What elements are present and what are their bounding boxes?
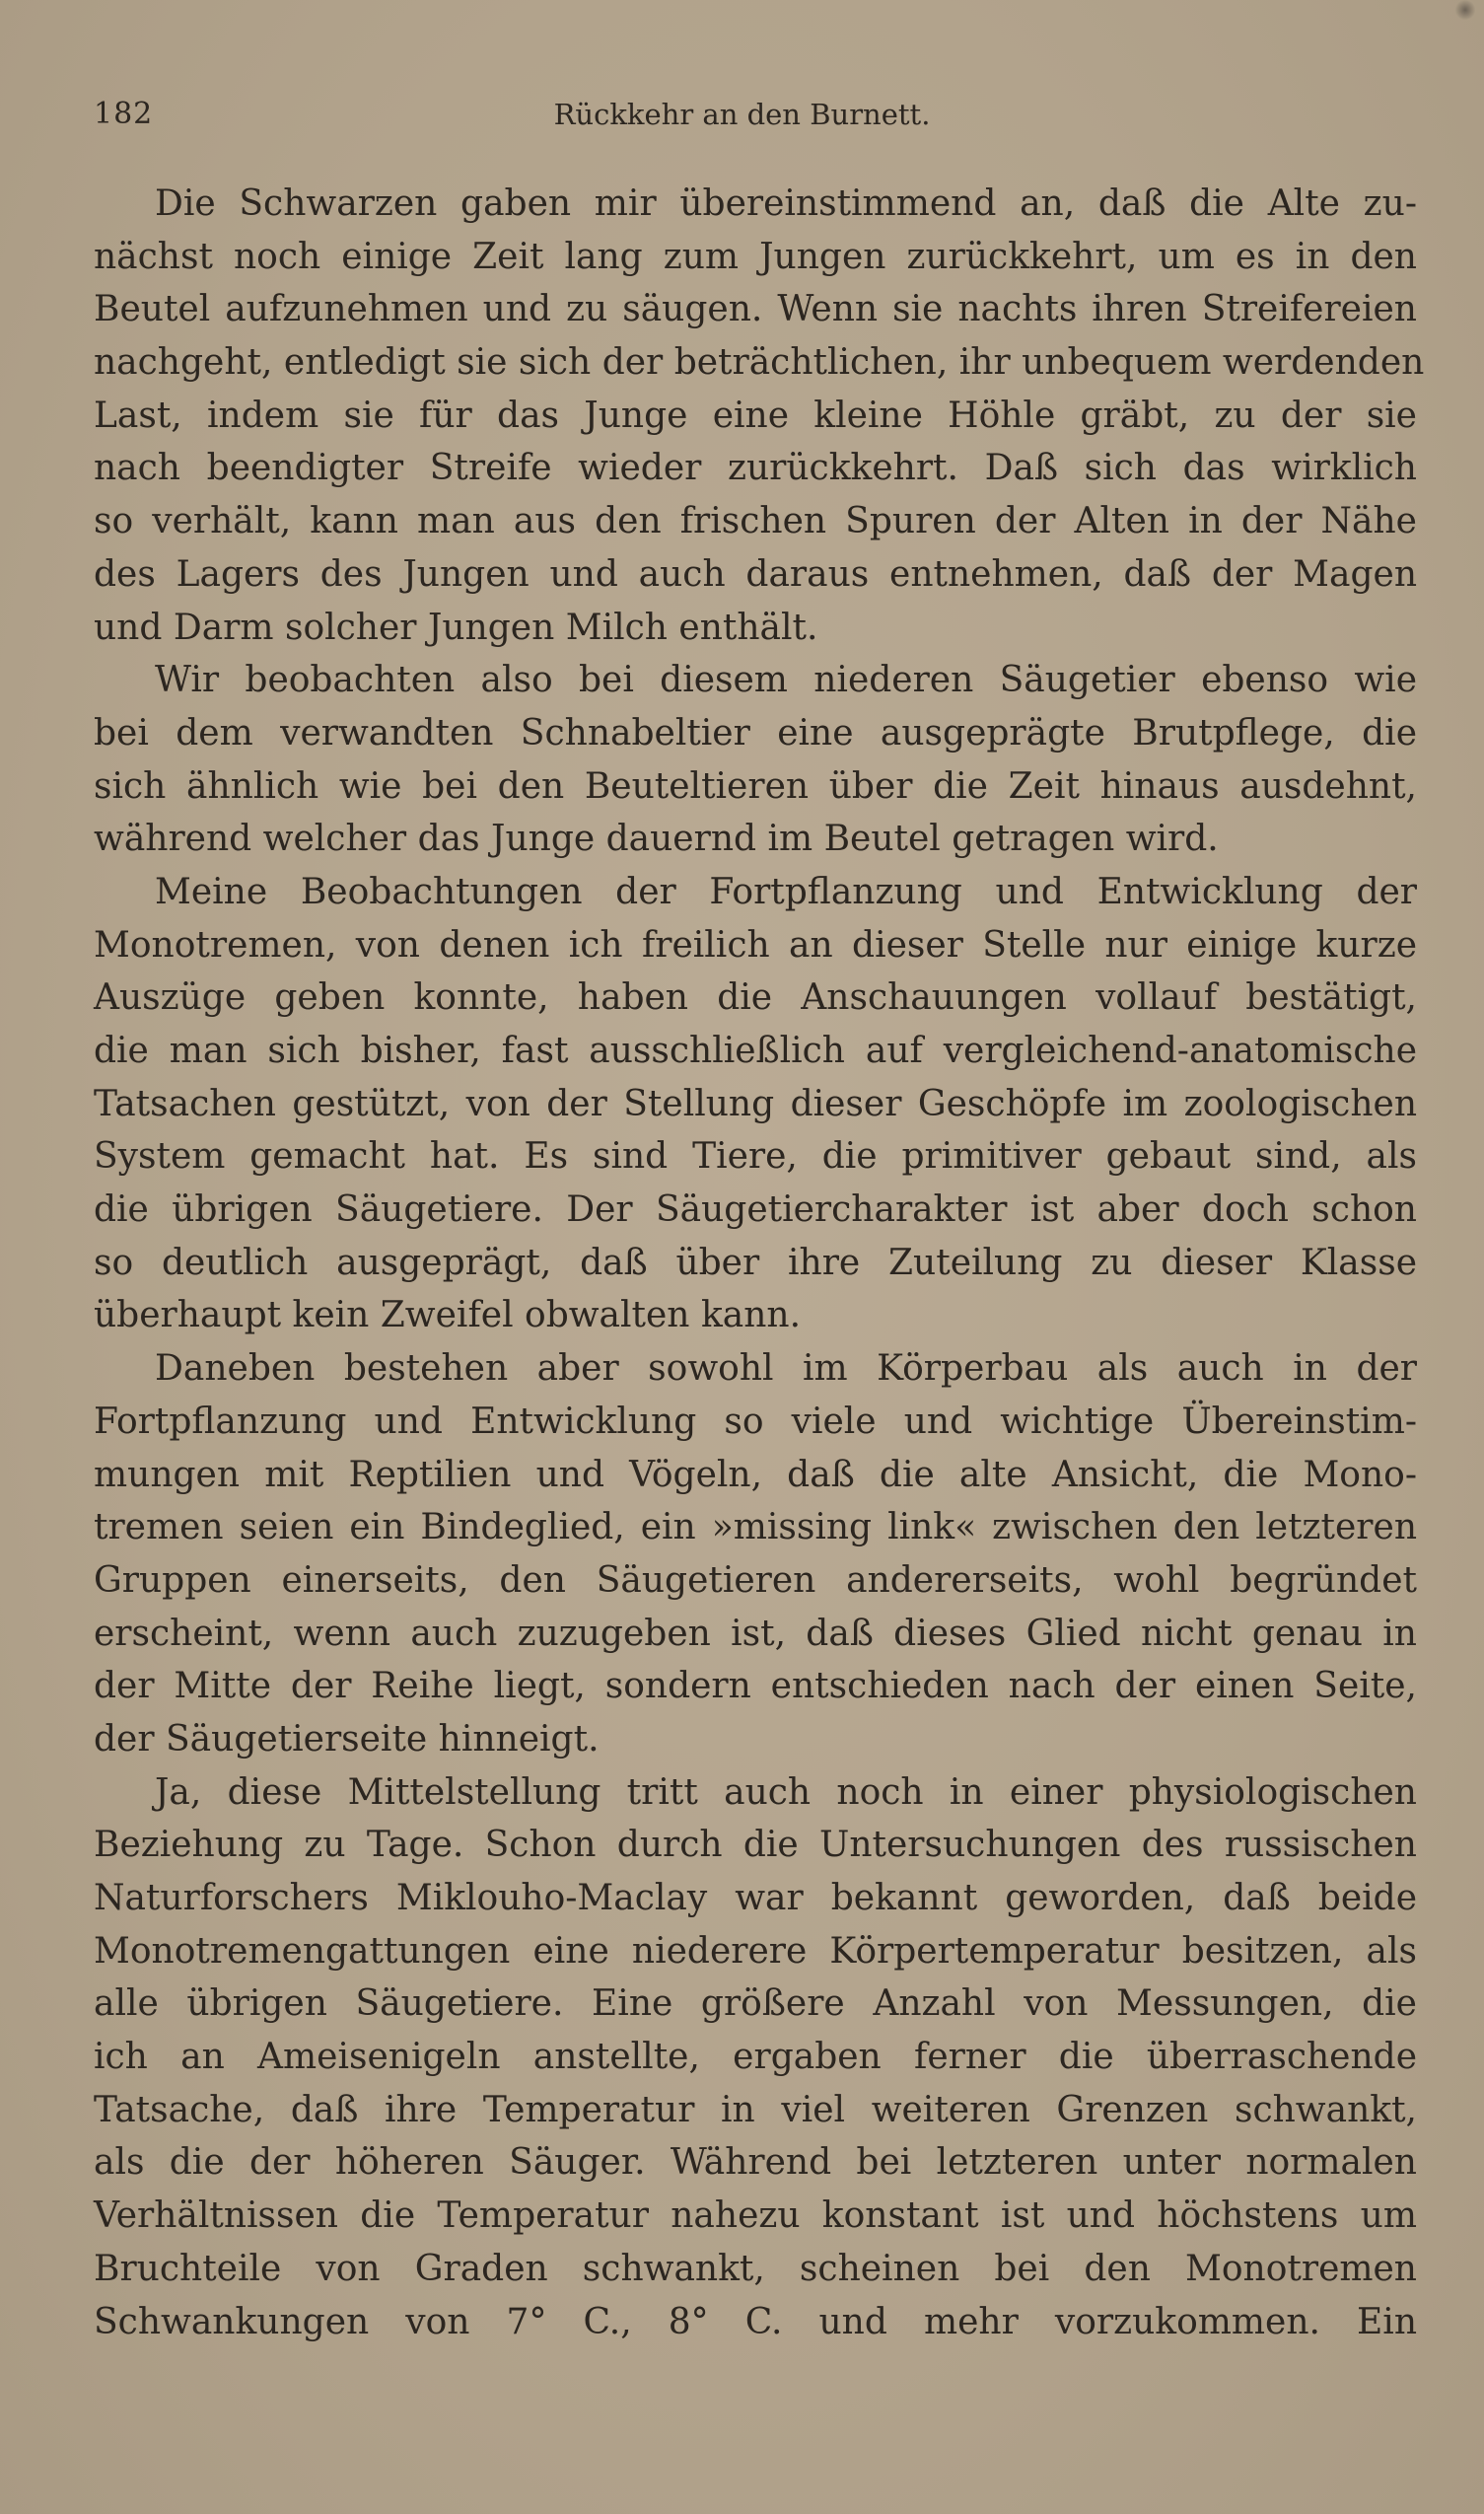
text-line: die übrigen Säugetiere. Der Säugetiercharakter ist aber doch schon bbox=[94, 1189, 1417, 1231]
text-line: der Mitte der Reihe liegt, sondern entschieden nach der einen Seite, bbox=[94, 1666, 1417, 1707]
text-line: ich an Ameisenigeln anstellte, ergaben ferner die überraschende bbox=[94, 2037, 1417, 2078]
text-line: Meine Beobachtungen der Fortpflanzung und Entwicklung der bbox=[155, 871, 1417, 912]
text-line: und Darm solcher Jungen Milch enthält. bbox=[94, 607, 818, 648]
text-line: Daneben bestehen aber sowohl im Körperbau als auch in der bbox=[155, 1348, 1417, 1390]
text-line: Fortpflanzung und Entwicklung so viele und wichtige Übereinstim- bbox=[94, 1401, 1417, 1442]
text-line: so deutlich ausgeprägt, daß über ihre Zuteilung zu dieser Klasse bbox=[94, 1242, 1417, 1283]
text-line: der Säugetierseite hinneigt. bbox=[94, 1718, 600, 1760]
text-line: tremen seien ein Bindeglied, ein »missing link« zwischen den letzteren bbox=[94, 1507, 1417, 1548]
text-line: Last, indem sie für das Junge eine kleine Höhle gräbt, zu der sie bbox=[94, 395, 1417, 436]
text-line: erscheint, wenn auch zuzugeben ist, daß dieses Glied nicht genau in bbox=[94, 1613, 1417, 1654]
text-line: während welcher das Junge dauernd im Beutel getragen wird. bbox=[94, 819, 1219, 860]
text-line: Gruppen einerseits, den Säugetieren andererseits, wohl begründet bbox=[94, 1559, 1417, 1601]
ink-spot bbox=[1454, 0, 1476, 20]
text-line: alle übrigen Säugetiere. Eine größere Anzahl von Messungen, die bbox=[94, 1983, 1417, 2025]
paragraph bbox=[94, 866, 1417, 1342]
page-number: 182 bbox=[94, 97, 154, 131]
text-line: Ja, diese Mittelstellung tritt auch noch in einer physiologischen bbox=[155, 1771, 1417, 1813]
text-line: Schwankungen von 7° C., 8° C. und mehr vorzukommen. Ein bbox=[94, 2301, 1417, 2342]
text-line: Wir beobachten also bei diesem niederen Säugetier ebenso wie bbox=[155, 660, 1417, 701]
text-line: Beutel aufzunehmen und zu säugen. Wenn sie nachts ihren Streifereien bbox=[94, 289, 1417, 330]
text-line: mungen mit Reptilien und Vögeln, daß die alte Ansicht, die Mono- bbox=[94, 1454, 1417, 1495]
paragraph bbox=[94, 1766, 1417, 2349]
text-line: Tatsache, daß ihre Temperatur in viel weiteren Grenzen schwankt, bbox=[94, 2089, 1417, 2130]
text-line: Monotremengattungen eine niederere Körpertemperatur besitzen, als bbox=[94, 1930, 1417, 1972]
text-line: so verhält, kann man aus den frischen Spuren der Alten in der Nähe bbox=[94, 501, 1417, 542]
running-title: Rückkehr an den Burnett. bbox=[553, 98, 931, 131]
running-head bbox=[94, 95, 1390, 134]
text-line: Die Schwarzen gaben mir übereinstimmend an, daß die Alte zu- bbox=[155, 183, 1417, 224]
text-line: System gemacht hat. Es sind Tiere, die primitiver gebaut sind, als bbox=[94, 1136, 1417, 1178]
text-line: Monotremen, von denen ich freilich an dieser Stelle nur einige kurze bbox=[94, 924, 1417, 966]
text-line: Auszüge geben konnte, haben die Anschauungen vollauf bestätigt, bbox=[94, 977, 1417, 1019]
text-line: Bruchteile von Graden schwankt, scheinen bei den Monotremen bbox=[94, 2248, 1417, 2289]
text-line: Beziehung zu Tage. Schon durch die Untersuchungen des russischen bbox=[94, 1825, 1417, 1866]
text-line: überhaupt kein Zweifel obwalten kann. bbox=[94, 1295, 802, 1336]
text-line: als die der höheren Säuger. Während bei letzteren unter normalen bbox=[94, 2142, 1417, 2184]
text-line: nachgeht, entledigt sie sich der beträchtlichen, ihr unbequem werdenden bbox=[94, 342, 1425, 384]
body-text bbox=[94, 178, 1425, 2348]
text-line: nach beendigter Streife wieder zurückkehrt. Daß sich das wirklich bbox=[94, 448, 1417, 489]
paragraph bbox=[94, 1342, 1417, 1766]
text-line: bei dem verwandten Schnabeltier eine ausgeprägte Brutpflege, die bbox=[94, 712, 1417, 754]
text-line: nächst noch einige Zeit lang zum Jungen zurückkehrt, um es in den bbox=[94, 236, 1417, 277]
paragraph bbox=[94, 178, 1425, 654]
text-line: Verhältnissen die Temperatur nahezu konstant ist und höchstens um bbox=[94, 2195, 1417, 2237]
paragraph bbox=[94, 654, 1417, 866]
text-line: Naturforschers Miklouho-Maclay war bekannt geworden, daß beide bbox=[94, 1878, 1417, 1918]
text-line: Tatsachen gestützt, von der Stellung dieser Geschöpfe im zoologischen bbox=[94, 1083, 1417, 1124]
text-line: des Lagers des Jungen und auch daraus entnehmen, daß der Magen bbox=[94, 553, 1417, 595]
text-line: die man sich bisher, fast ausschließlich auf vergleichend-anatomische bbox=[94, 1031, 1417, 1071]
text-line: sich ähnlich wie bei den Beuteltieren über die Zeit hinaus ausdehnt, bbox=[94, 765, 1417, 807]
